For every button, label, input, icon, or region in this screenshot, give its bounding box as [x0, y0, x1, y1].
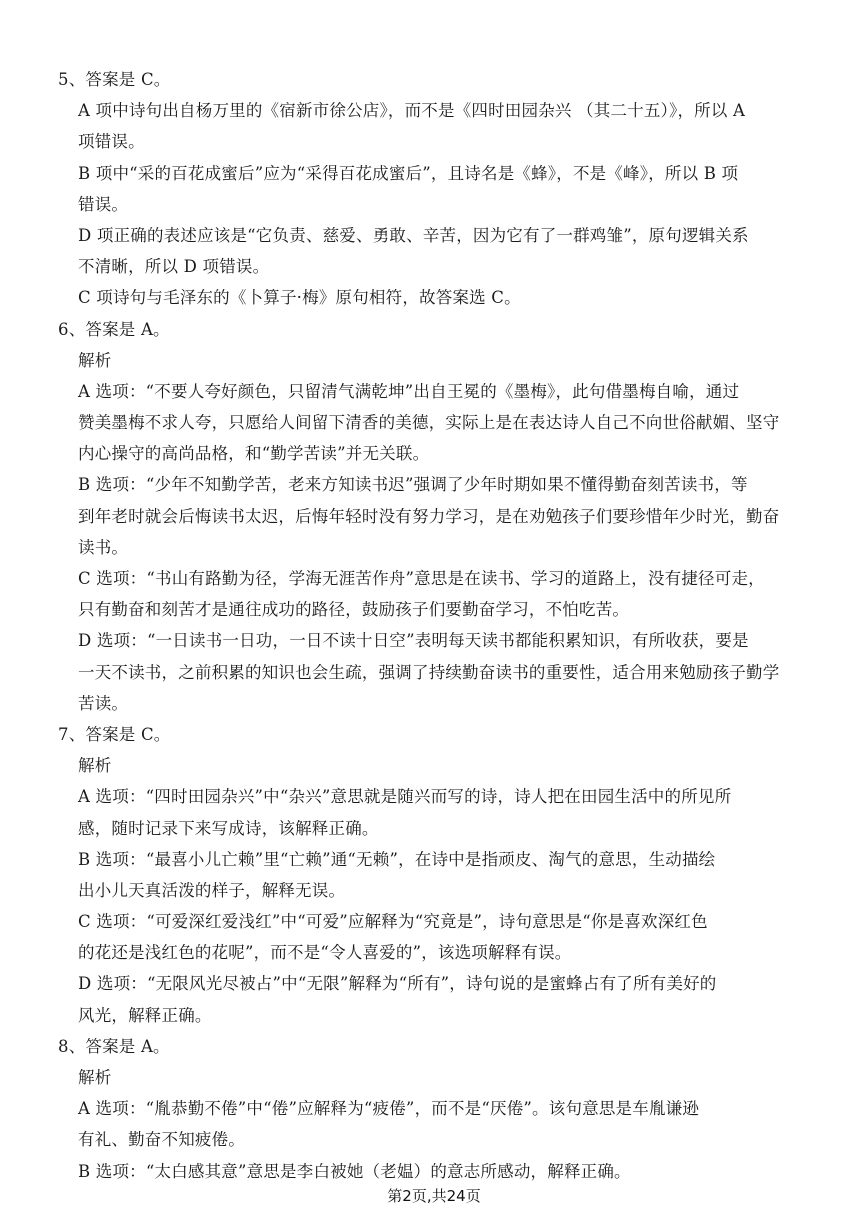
text-line: 感，随时记录下来写成诗，该解释正确。 [78, 818, 379, 838]
text-line: A 选项：“不要人夸好颜色，只留清气满乾坤”出自王冕的《墨梅》，此句借墨梅自喻，通过 [78, 381, 740, 401]
text-line: 解析 [78, 350, 112, 370]
question-answer-heading: 7、答案是 C。 [58, 724, 171, 744]
text-line: B 选项：“少年不知勤学苦，老来方知读书迟”强调了少年时期如果不懂得勤奋刻苦读书，等 [78, 475, 748, 495]
text-line: 风光，解释正确。 [78, 1005, 212, 1025]
text-line: 的花还是浅红色的花呢”，而不是“令人喜爱的”，该选项解释有误。 [78, 943, 572, 963]
text-line: 错误。 [78, 194, 129, 214]
text-line: C 选项：“书山有路勤为径，学海无涯苦作舟”意思是在读书、学习的道路上，没有捷径可走， [78, 569, 765, 588]
text-line: 项错误。 [78, 132, 145, 152]
text-line: D 选项：“无限风光尽被占”中“无限”解释为“所有”，诗句说的是蜜蜂占有了所有美好的 [78, 974, 717, 994]
text-line: B 选项：“太白感其意”意思是李白被她（老媪）的意志所感动，解释正确。 [78, 1161, 631, 1181]
text-line: 只有勤奋和刻苦才是通往成功的路径，鼓励孩子们要勤奋学习，不怕吃苦。 [78, 600, 630, 620]
question-answer-heading: 8、答案是 A。 [58, 1036, 170, 1056]
text-line: D 选项：“一日读书一日功，一日不读十日空”表明每天读书都能积累知识，有所收获，要是 [78, 631, 749, 651]
text-line: 苦读。 [78, 693, 129, 713]
text-line: B 项中“采的百花成蜜后”应为“采得百花成蜜后”，且诗名是《蜂》，不是《峰》，所以 B 项 [78, 163, 739, 183]
text-line: A 选项：“四时田园杂兴”中“杂兴”意思就是随兴而写的诗，诗人把在田园生活中的所见所 [78, 787, 732, 807]
text-line: D 项正确的表述应该是“它负责、慈爱、勇敢、辛苦，因为它有了一群鸡雏”，原句逻辑关系 [78, 225, 749, 245]
text-line: 赞美墨梅不求人夸，只愿给人间留下清香的美德，实际上是在表达诗人自己不向世俗献媚、坚守 [78, 413, 780, 433]
text-line: C 项诗句与毛泽东的《卜算子·梅》原句相符，故答案选 C。 [78, 288, 521, 308]
text-line: A 选项：“胤恭勤不倦”中“倦”应解释为“疲倦”，而不是“厌倦”。该句意思是车胤谦逊 [78, 1099, 700, 1119]
answer-explanation-body [58, 64, 818, 1187]
text-line: B 选项：“最喜小儿亡赖”里“亡赖”通“无赖”，在诗中是指顽皮、淘气的意思，生动描绘 [78, 849, 716, 869]
text-line: 有礼、勤奋不知疲倦。 [78, 1130, 245, 1150]
question-answer-heading: 6、答案是 A。 [58, 319, 170, 339]
text-line: 解析 [78, 1068, 112, 1087]
text-line: 读书。 [78, 537, 129, 557]
text-line: 出小儿天真活泼的样子，解释无误。 [78, 880, 346, 900]
question-answer-heading: 5、答案是 C。 [58, 70, 171, 89]
text-line: C 选项：“可爱深红爱浅红”中“可爱”应解释为“究竟是”，诗句意思是“你是喜欢深红色 [78, 912, 708, 932]
text-line: 到年老时就会后悔读书太迟，后悔年轻时没有努力学习，是在劝勉孩子们要珍惜年少时光，勤奋 [78, 506, 780, 526]
text-line: A 项中诗句出自杨万里的《宿新市徐公店》，而不是《四时田园杂兴 （其二十五）》，所以 A [78, 101, 746, 121]
text-line: 不清晰，所以 D 项错误。 [78, 257, 270, 277]
text-line: 一天不读书，之前积累的知识也会生疏，强调了持续勤奋读书的重要性，适合用来勉励孩子勤学 [78, 662, 780, 682]
text-line: 内心操守的高尚品格，和“勤学苦读”并无关联。 [78, 444, 430, 464]
text-line: 解析 [78, 756, 112, 776]
page-footer: 第2页,共24页 [387, 1187, 481, 1205]
